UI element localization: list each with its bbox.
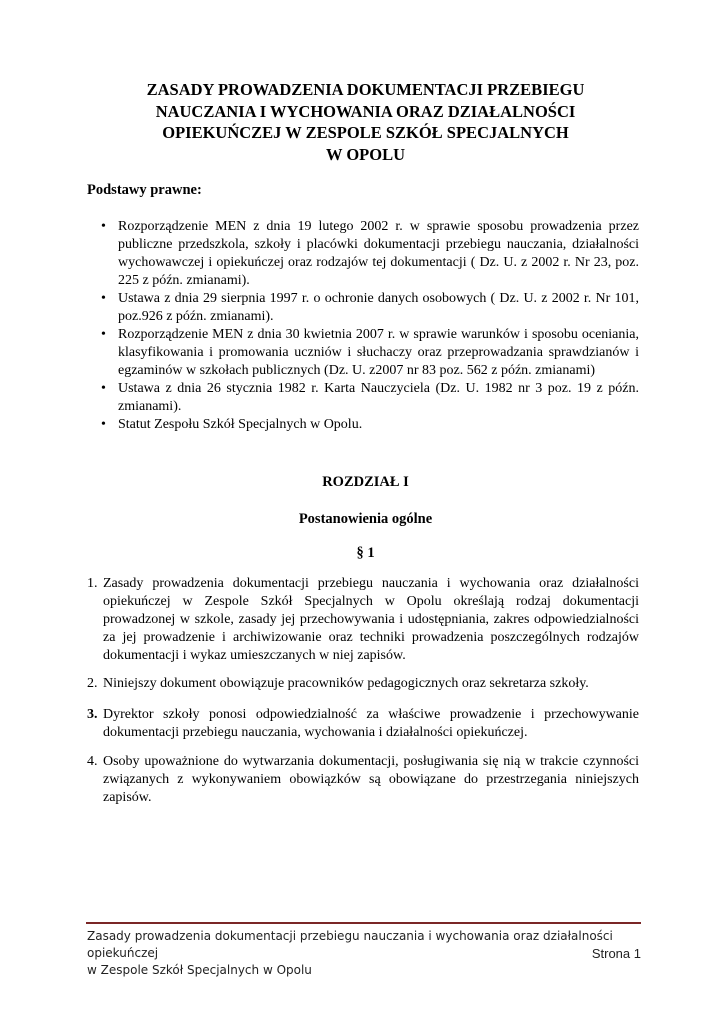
chapter-heading: ROZDZIAŁ I <box>322 474 409 490</box>
paragraph-3 <box>87 706 639 742</box>
legal-basis-list <box>99 218 639 434</box>
bullet-icon: • <box>101 327 106 342</box>
document-title <box>90 79 641 165</box>
paragraph-text: Zasady prowadzenia dokumentacji przebiegu nauczania i wychowania oraz działalności opiekuńczej w Zespole Szkół Specjalnych w Opolu określają rodzaj dokumentacji prowadzonej w szkole, zasady jej przechowywania i udostępniania, zakres odpowiedzialności za jej prowadzenie i archiwizowanie oraz techniki prowadzenia poszczególnych rodzajów dokumentacji i wykaz umieszczanych w niej zapisów. <box>103 576 639 663</box>
legal-basis-item-text: Statut Zespołu Szkół Specjalnych w Opolu. <box>118 417 363 432</box>
legal-basis-item-text: Ustawa z dnia 26 stycznia 1982 r. Karta Nauczyciela (Dz. U. 1982 nr 3 poz. 19 z późn. zmianami). <box>118 381 639 414</box>
legal-basis-item-text: Rozporządzenie MEN z dnia 19 lutego 2002 r. w sprawie sposobu prowadzenia przez publiczne przedszkola, szkoły i placówki dokumentacji przebiegu nauczania, działalności wychowawczej i opiekuńczej oraz rodzajów tej dokumentacji ( Dz. U. z 2002 r. Nr 23, poz. 225 z późn. zmianami). <box>118 219 639 288</box>
paragraph-1 <box>87 575 639 665</box>
bullet-icon: • <box>101 291 106 306</box>
paragraph-number: 3. <box>87 707 98 722</box>
section-symbol: § 1 <box>356 545 375 561</box>
legal-basis-item-text: Ustawa z dnia 29 sierpnia 1997 r. o ochronie danych osobowych ( Dz. U. z 2002 r. Nr 101, poz.926 z późn. zmianami). <box>118 291 639 324</box>
paragraph-2 <box>87 675 639 693</box>
paragraph-text: Osoby upoważnione do wytwarzania dokumentacji, posługiwania się nią w trakcie czynności związanych z wykonywaniem obowiązków są obowiązane do przestrzegania niniejszych zapisów. <box>103 754 639 805</box>
page-footer <box>87 928 641 979</box>
list-item <box>99 380 639 416</box>
list-item <box>99 290 639 326</box>
paragraph-4 <box>87 753 639 807</box>
page-number: Strona 1 <box>591 946 641 961</box>
footer-line-1: Zasady prowadzenia dokumentacji przebiegu nauczania i wychowania oraz działalności opiekuńczej <box>87 929 613 960</box>
bullet-icon: • <box>101 417 106 432</box>
footer-line-2: w Zespole Szkół Specjalnych w Opolu <box>87 963 312 977</box>
footer-rule <box>86 922 641 924</box>
title-line-4: W OPOLU <box>326 144 405 164</box>
paragraph-number: 4. <box>87 754 98 769</box>
legal-basis-item-text: Rozporządzenie MEN z dnia 30 kwietnia 2007 r. w sprawie warunków i sposobu oceniania, klasyfikowania i promowania uczniów i słuchaczy oraz przeprowadzania sprawdzianów i egzaminów w szkołach publicznych (Dz. U. z2007 nr 83 poz. 562 z późn. zmianami) <box>118 327 639 378</box>
bullet-icon: • <box>101 381 106 396</box>
title-line-2: NAUCZANIA I WYCHOWANIA ORAZ DZIAŁALNOŚCI <box>155 101 576 121</box>
legal-basis-heading: Podstawy prawne: <box>87 182 202 198</box>
paragraph-text: Dyrektor szkoły ponosi odpowiedzialność za właściwe prowadzenie i przechowywanie dokumentacji przebiegu nauczania, wychowania i działalności opiekuńczej. <box>103 707 639 740</box>
list-item <box>99 326 639 380</box>
title-line-1: ZASADY PROWADZENIA DOKUMENTACJI PRZEBIEGU <box>146 80 585 99</box>
paragraph-text: Niniejszy dokument obowiązuje pracowników pedagogicznych oraz sekretarza szkoły. <box>103 676 589 691</box>
paragraph-number: 2. <box>87 676 98 691</box>
title-line-3: OPIEKUŃCZEJ W ZESPOLE SZKÓŁ SPECJALNYCH <box>162 123 569 142</box>
paragraph-number: 1. <box>87 576 98 591</box>
list-item <box>99 416 639 434</box>
chapter-subheading: Postanowienia ogólne <box>298 511 433 527</box>
list-item <box>99 218 639 290</box>
bullet-icon: • <box>101 219 106 234</box>
